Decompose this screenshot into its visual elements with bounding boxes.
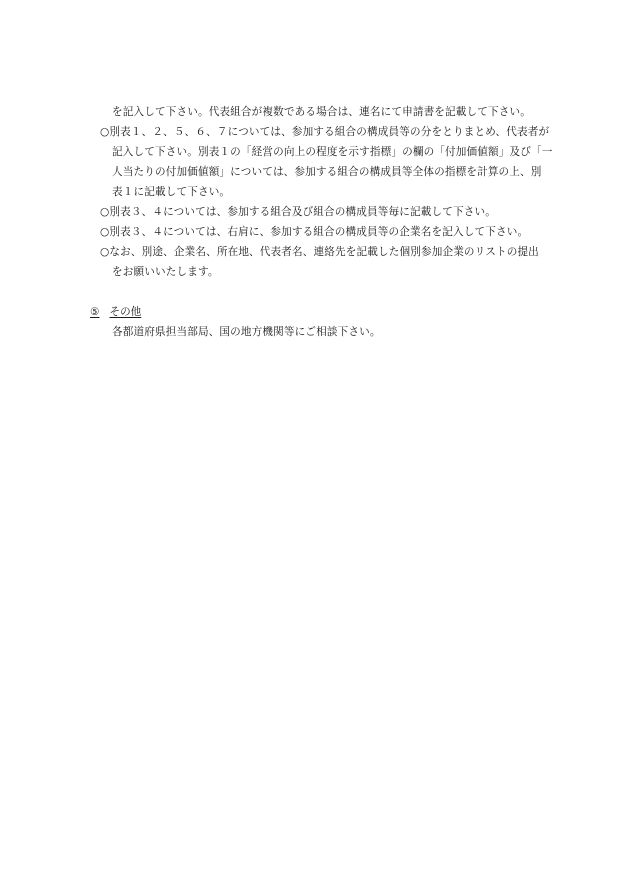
- bullet-line: ○別表３、４については、右肩に、参加する組合の構成員等の企業名を記入して下さい。: [100, 226, 529, 238]
- paragraph-line: 記入して下さい。別表１の「経営の向上の程度を示す指標」の欄の「付加価値額」及び「一: [112, 146, 553, 158]
- bullet-line: ○なお、別途、企業名、所在地、代表者名、連絡先を記載した個別参加企業のリストの提出: [100, 246, 539, 258]
- paragraph-line: をお願いいたします。: [112, 266, 219, 278]
- bullet-line: ○別表１、２、５、６、７については、参加する組合の構成員等の分をとりまとめ、代表者が: [100, 126, 550, 138]
- paragraph-line: を記入して下さい。代表組合が複数である場合は、連名にて申請書を記載して下さい。: [112, 106, 532, 118]
- section-title: その他: [109, 306, 142, 318]
- document-body: [90, 102, 570, 342]
- section-spacer: [100, 282, 570, 302]
- bullet-line: ○別表３、４については、参加する組合及び組合の構成員等毎に記載して下さい。: [100, 206, 496, 218]
- paragraph-line: 人当たりの付加価値額」については、参加する組合の構成員等全体の指標を計算の上、別: [112, 166, 542, 178]
- section-body: 各都道府県担当部局、国の地方機関等にご相談下さい。: [112, 326, 381, 338]
- section-heading: [90, 302, 570, 322]
- paragraph-line: 表１に記載して下さい。: [112, 186, 231, 198]
- section-number: ⑤: [90, 306, 100, 318]
